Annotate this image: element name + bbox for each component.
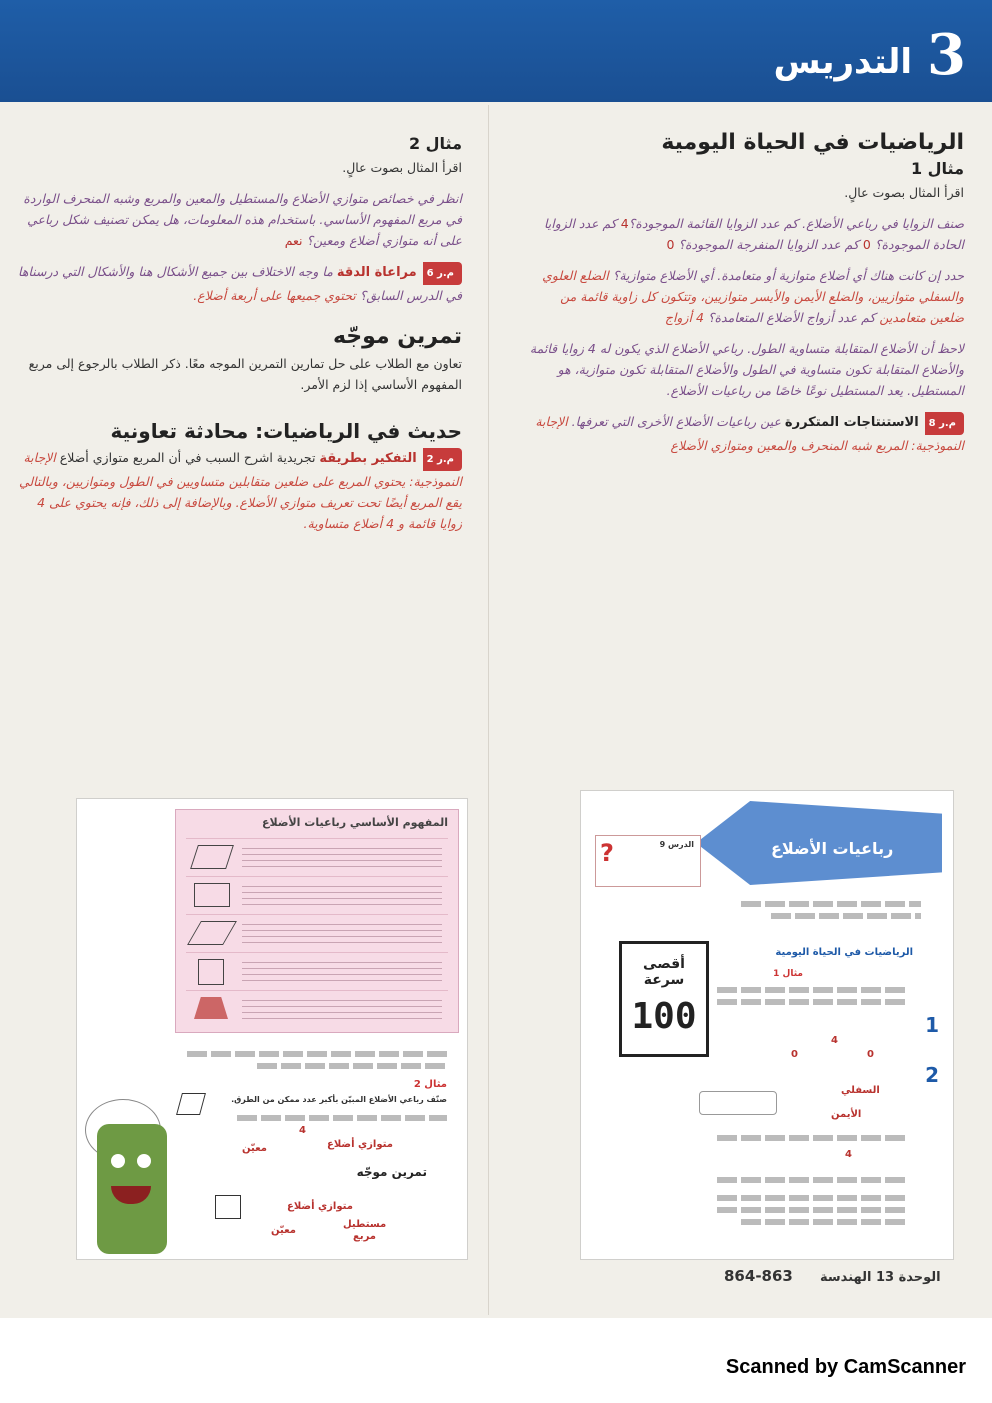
thumb-example-2: مثال 2 bbox=[413, 1079, 447, 1090]
definition-row bbox=[186, 914, 448, 951]
math-talk-paragraph: م.ر 2التفكير بطريقة تجريدية اشرح السبب في أن المربع متوازي أضلاع الإجابة النموذجية: يحتوي المربع على ضلعين متقابلين متساويين في الطول ومتوازيين، وبالتالي يقع المربع أيضًا تحت تعريف متوازي الأضلاع. وبالإضافة إلى ذلك، فإنه يحتوي على 4 زوايا قائمة و 4 أضلاع متساوية. bbox=[18, 450, 462, 531]
definition-row bbox=[186, 952, 448, 989]
watermelon-character-icon bbox=[97, 1124, 167, 1254]
page-footer bbox=[724, 1267, 941, 1285]
trapezoid-icon bbox=[194, 997, 228, 1019]
math-life-heading: الرياضيات في الحياة اليومية bbox=[661, 130, 964, 155]
math-talk-heading: حديث في الرياضيات: محادثة تعاونية bbox=[110, 419, 462, 443]
student-page-thumbnail-2: المفهوم الأساسي رباعيات الأضلاع مثال 2 صنّف رباعي الأضلاع المبيّن بأكبر عدد ممكن من الطرق. 4 متوازي أضلاع معيّن تمرين موجّه متوازي أضلاع مستطيل مربع معيّن bbox=[76, 798, 468, 1260]
definition-row bbox=[186, 838, 448, 875]
student-page-thumbnail-1: رباعيات الأضلاع الدرس 9 ? الرياضيات في الحياة اليومية مثال 1 أقصى سرعة 100 1 4 0 0 2 السفلي الأيمن 4 bbox=[580, 790, 954, 1260]
properties-paragraph: انظر في خصائص متوازي الأضلاع والمستطيل والمعين والمربع وشبه المنحرف الواردة في مربع المفهوم الأساسي. باستخدام هذه المعلومات، هل يمكن تصنيف شكل رباعي على أنه متوازي أضلاع ومعين؟ نعم bbox=[23, 191, 462, 248]
read-aloud-text-2: اقرأ المثال بصوت عالٍ. bbox=[342, 160, 462, 175]
definition-row bbox=[186, 876, 448, 913]
precision-paragraph: م.ر 6مراعاة الدقة ما وجه الاختلاف بين جميع الأشكال هنا والأشكال التي درسناها في الدرس السابق؟ تحتوي جميعها على أربعة أضلاع. bbox=[18, 264, 462, 303]
left-column bbox=[12, 130, 462, 544]
speed-limit-sign: أقصى سرعة 100 bbox=[619, 941, 709, 1057]
angles-paragraph: صنف الزوايا في رباعي الأضلاع. كم عدد الزوايا القائمة الموجودة؟4 كم عدد الزوايا الحادة الموجودة؟ 0 كم عدد الزوايا المنفرجة الموجودة؟ 0 bbox=[543, 216, 964, 252]
guided-practice-text: تعاون مع الطلاب على حل تمارين التمرين الموجه معًا. ذكر الطلاب بالرجوع إلى مربع المفهوم الأساسي إذا لزم الأمر. bbox=[28, 356, 462, 392]
unit-label: الوحدة 13 الهندسة bbox=[820, 1270, 941, 1285]
thumb-math-life: الرياضيات في الحياة اليومية bbox=[775, 947, 913, 958]
practice-tag-2: م.ر 6 bbox=[423, 262, 462, 285]
thumb-parallelogram-icon bbox=[176, 1093, 206, 1115]
rhombus-icon bbox=[187, 921, 237, 945]
thumb-lesson-title: رباعيات الأضلاع bbox=[771, 839, 894, 858]
square-icon bbox=[198, 959, 224, 985]
parallelogram-icon bbox=[190, 845, 234, 869]
question-mark-icon: ? bbox=[600, 839, 614, 867]
example-2-heading: مثال 2 bbox=[408, 134, 462, 153]
page-numbers: 863-864 bbox=[724, 1267, 793, 1285]
thumb-guided-practice: تمرين موجّه bbox=[356, 1165, 427, 1179]
section-number: 3 bbox=[927, 22, 966, 88]
practice-tag-3: م.ر 2 bbox=[423, 448, 462, 471]
practice-tag: م.ر 8 bbox=[925, 412, 964, 435]
example-1-heading: مثال 1 bbox=[910, 159, 964, 178]
lesson-info-box: الدرس 9 ? bbox=[595, 835, 701, 887]
right-column bbox=[524, 130, 964, 466]
thumb-square-icon bbox=[215, 1195, 241, 1219]
guided-practice-heading: تمرين موجّه bbox=[332, 324, 462, 349]
key-concept-box: المفهوم الأساسي رباعيات الأضلاع bbox=[175, 809, 459, 1033]
read-aloud-text: اقرأ المثال بصوت عالٍ. bbox=[844, 185, 964, 200]
section-banner bbox=[0, 0, 992, 102]
rectangle-paragraph: لاحظ أن الأضلاع المتقابلة متساوية الطول. رباعي الأضلاع الذي يكون له 4 زوايا قائمة والأضلاع المتقابلة تكون متساوية في الطول والأضلاع المتقابلة تكون متوازية، هو المستطيل. يعد المستطيل نوعًا خاصًا من رباعيات الأضلاع. bbox=[529, 341, 964, 398]
reasoning-paragraph: م.ر 8الاستنتاجات المتكررة عين رباعيات الأضلاع الأخرى التي تعرفها. الإجابة النموذجية: المربع شبه المنحرف والمعين ومتوازي الأضلاع bbox=[535, 414, 964, 453]
rectangle-icon bbox=[194, 883, 230, 907]
definition-row bbox=[186, 990, 448, 1027]
sides-callout-box bbox=[699, 1091, 777, 1115]
section-title: التدريس bbox=[773, 42, 912, 82]
page-gutter bbox=[488, 105, 489, 1315]
scanner-watermark: Scanned by CamScanner bbox=[725, 1356, 966, 1378]
sides-paragraph: حدد إن كانت هناك أي أضلاع متوازية أو متعامدة. أي الأضلاع متوازية؟ الضلع العلوي والسفلي متوازيين، والضلع الأيمن والأيسر متوازيين، وتتكون كل زاوية قائمة من ضلعين متعامدين كم عدد أزواج الأضلاع المتعامدة؟ 4 أزواج bbox=[542, 268, 964, 325]
